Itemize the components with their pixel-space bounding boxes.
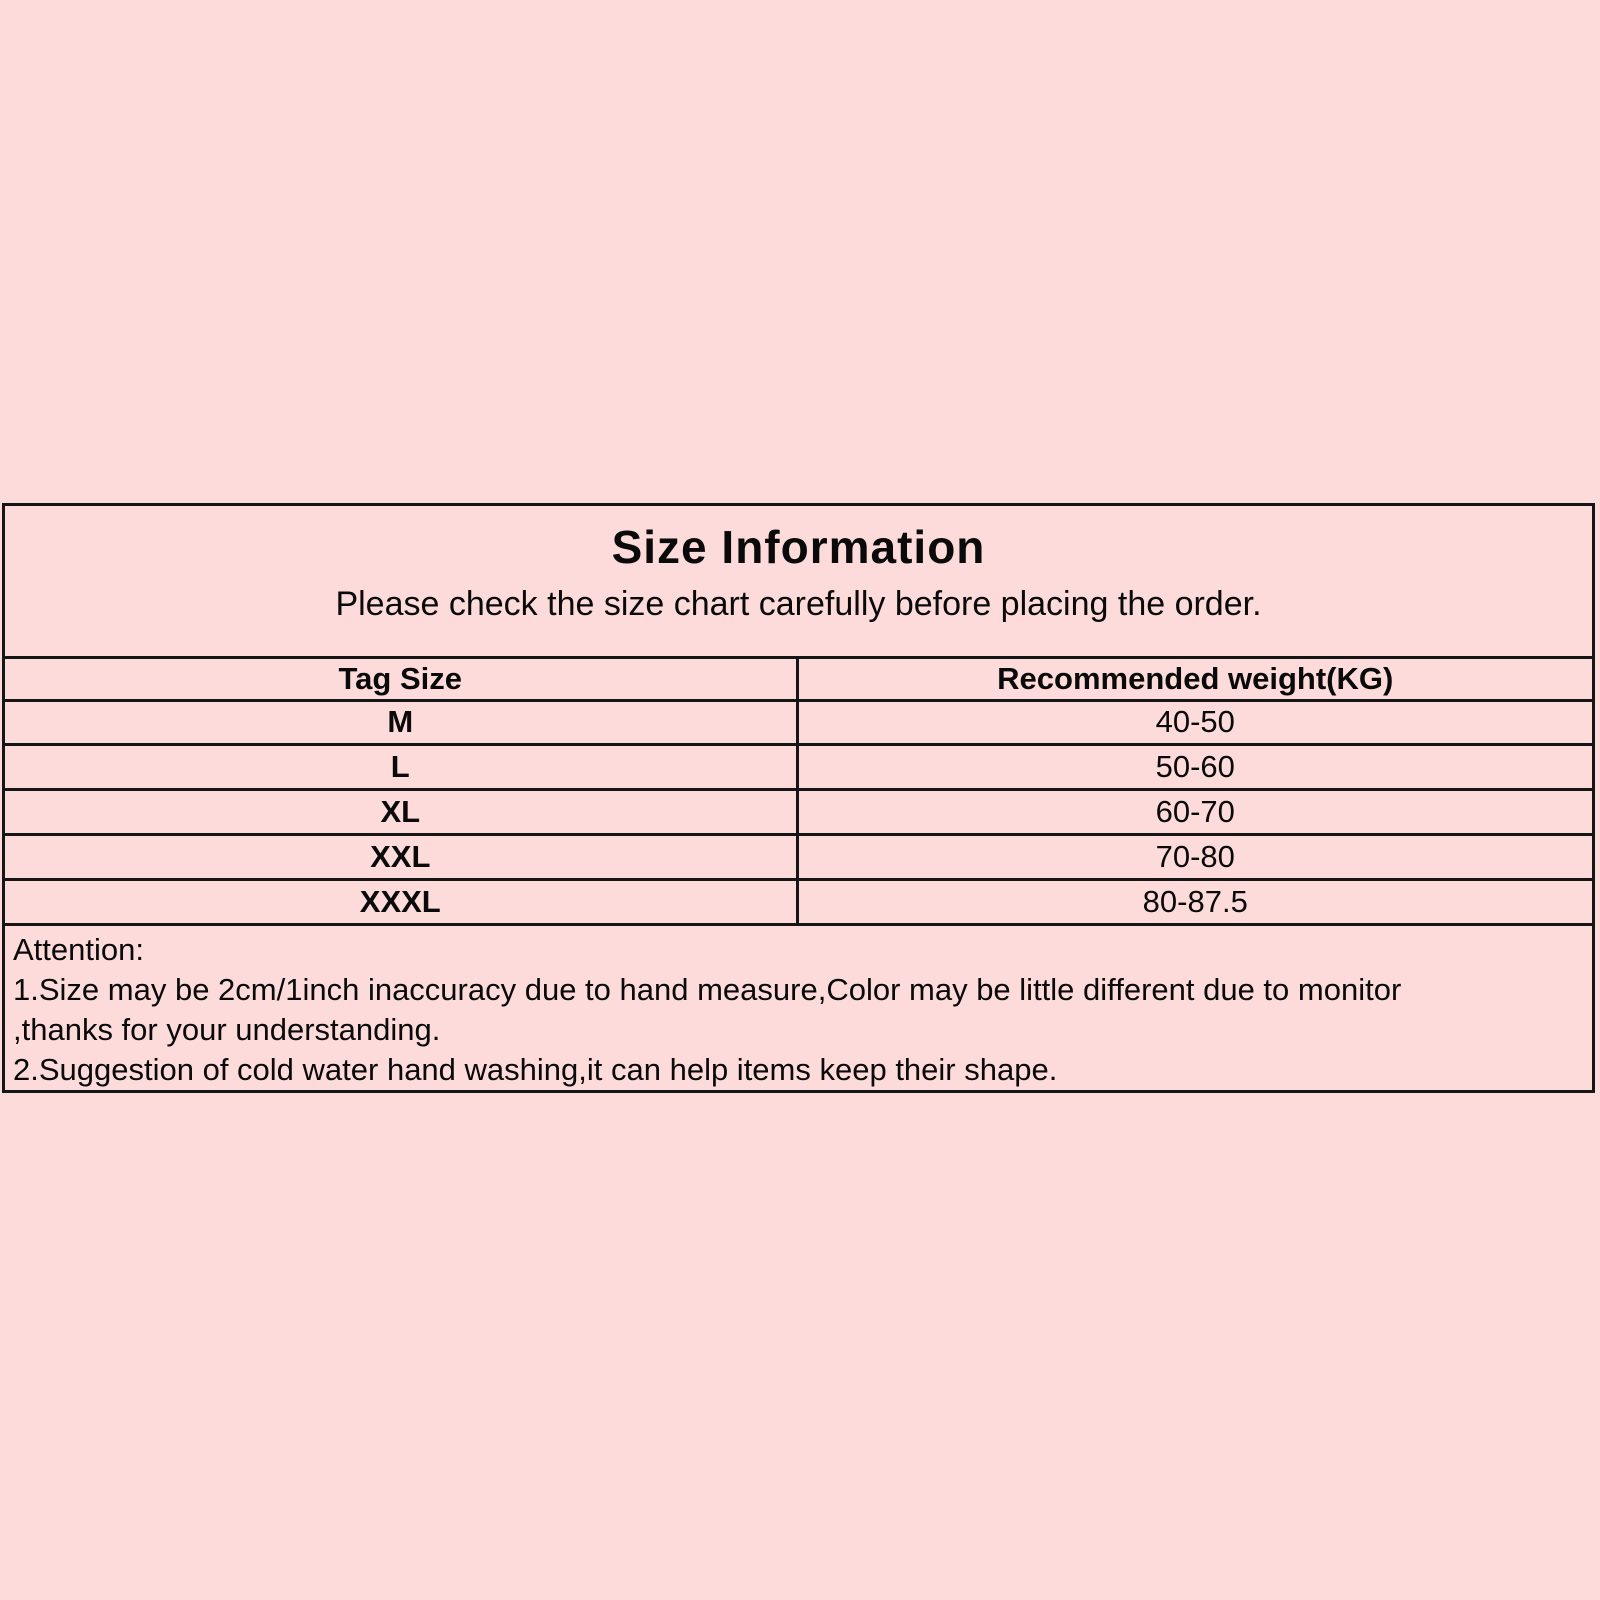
attention-line: 2.Suggestion of cold water hand washing,it can help items keep their shape. (13, 1051, 1058, 1087)
size-chart-header (5, 506, 1592, 656)
table-header-row (5, 656, 1592, 699)
size-chart-title: Size Information (611, 521, 986, 573)
attention-section (5, 923, 1592, 1090)
attention-line: 1.Size may be 2cm/1inch inaccuracy due to hand measure,Color may be little different due to monitor (13, 971, 1402, 1007)
header-cell-tag-size: Tag Size (5, 659, 799, 699)
cell-tag-size: M (5, 702, 799, 744)
cell-weight: 70-80 (1155, 839, 1235, 875)
cell-weight: 60-70 (1155, 794, 1235, 830)
table-row (5, 699, 1592, 744)
table-row (5, 743, 1592, 788)
cell-tag-size: XXXL (5, 881, 799, 923)
attention-heading: Attention: (13, 931, 144, 967)
cell-weight: 50-60 (1155, 749, 1235, 785)
size-chart-panel (2, 503, 1595, 1093)
cell-tag-size: XL (5, 791, 799, 833)
cell-tag-size: XXL (5, 836, 799, 878)
cell-tag-size: L (5, 746, 799, 788)
table-row (5, 788, 1592, 833)
attention-line: ,thanks for your understanding. (13, 1011, 441, 1047)
table-row (5, 833, 1592, 878)
header-cell-recommended-weight: Recommended weight(KG) (997, 660, 1394, 696)
cell-weight: 80-87.5 (1142, 884, 1248, 920)
size-chart-subtitle: Please check the size chart carefully before placing the order. (335, 585, 1262, 623)
table-row (5, 878, 1592, 923)
cell-weight: 40-50 (1155, 704, 1235, 740)
